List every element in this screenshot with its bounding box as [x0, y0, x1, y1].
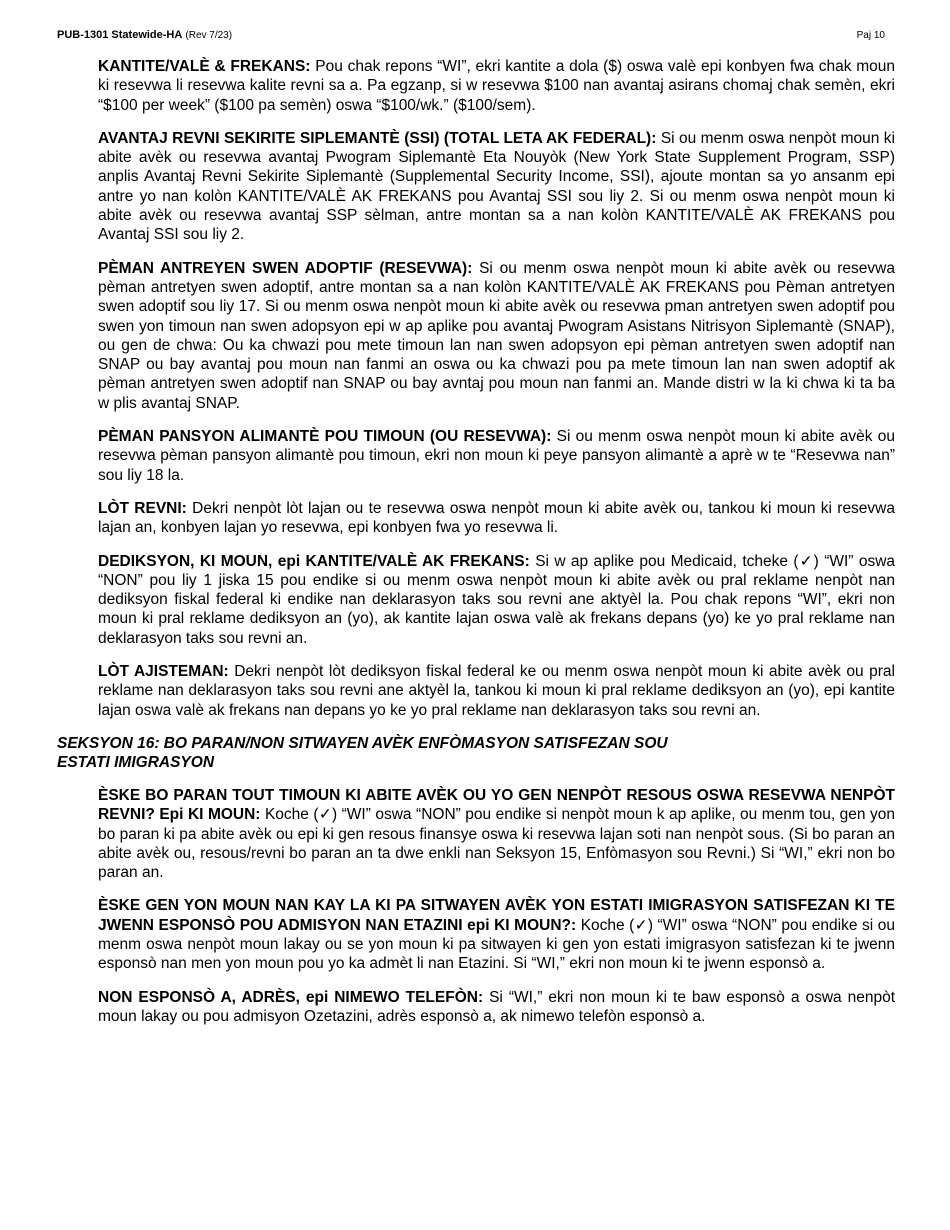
paragraph-heading: NON ESPONSÒ A, ADRÈS, epi NIMEWO TELEFÒN: [98, 988, 484, 1006]
paragraph-heading: AVANTAJ REVNI SEKIRITE SIPLEMANTÈ (SSI) (TOTAL LETA AK FEDERAL): [98, 129, 657, 147]
paragraph-ssi-benefits [98, 129, 895, 245]
paragraph-heading: ÈSKE BO PARAN TOUT TIMOUN KI ABITE AVÈK OU YO GEN NENPÒT RESOUS OSWA RESEVWA NENPÒT REVNI? Epi KI MOUN: [98, 786, 895, 824]
paragraph-heading: LÒT AJISTEMAN: [98, 663, 229, 681]
paragraph-text: Dekri nenpòt lòt dediksyon fiskal federal ke ou menm oswa nenpòt moun ki abite avèk ou pral reklame nan deklarasyon taks sou revni ane aktyèl la, tankou ki moun ki pral reklame dediksyon an (yo), epi kantite lajan oswa valè ak frekans nan depans yo ke yo pral reklame nan deklarasyon taks sou revni an. [98, 663, 895, 719]
paragraph-absent-parent [98, 786, 895, 882]
paragraph-text: Si w ap aplike pou Medicaid, tcheke (✓) “WI” oswa “NON” pou liy 1 jiska 15 pou endike si ou menm oswa nenpòt moun ki abite avèk ou pral reklame nenpòt nan dediksyon fiskal federal ki endike nan deklarasyon taks sou revni ane aktyèl la. Pou chak repons “WI”, ekri non moun ki pral reklame dediksyon an (yo), ak kantite lajan oswa valè ak frekans depans (yo) ke yo pral reklame nan deklarasyon taks sou revni an. [98, 552, 896, 647]
paragraph-other-income [98, 499, 895, 538]
document-code: PUB-1301 Statewide-HA [57, 29, 183, 41]
paragraph-sponsored-noncitizen [98, 896, 895, 973]
paragraph-text: Si ou menm oswa nenpòt moun ki abite avèk ou resevwa pèman antretyen swen adoptif, antre montan sa a nan kolòn KANTITE/VALÈ AK FREKANS pou Pèman antretyen swen adoptif sou liy 17. Si ou menm oswa nenpòt moun ki abite avèk ou resevwa pman antretyen swen adoptif pou swen yon timoun nan swen adopsyon epi w ap aplike pou avantaj Pwogram Asistans Nitrisyon Siplemantè (SNAP), ou gen de chwa: Ou ka chwazi pou mete timoun lan nan swen adopsyon epi pèman antretyen swen adoptif nan SNAP ou bay avantaj pou moun nan fanmi an oswa ou ka chwazi pou pa mete timoun lan nan swen adoptif ak pèman antretyen swen adoptif nan SNAP ou bay avntaj pou moun nan fanmi an. Mande distri w la ki chwa ki ta ba w plis avantaj SNAP. [98, 259, 895, 412]
paragraph-other-adjustments [98, 662, 895, 720]
paragraph-foster-care-payments [98, 259, 895, 413]
revision-label: (Rev 7/23) [185, 30, 233, 41]
paragraph-heading: KANTITE/VALÈ & FREKANS: [98, 58, 311, 75]
paragraph-text: Si ou menm oswa nenpòt moun ki abite avèk ou resevwa pèman pansyon alimantè pou timoun, ekri non moun ki peye pansyon alimantè a aprè w te “Resevwa nan” sou liy 18 la. [98, 428, 895, 484]
paragraph-amount-frequency [98, 57, 895, 115]
paragraph-text: Koche (✓) “WI” oswa “NON” pou endike si ou menm oswa nenpòt moun lakay ou se yon moun ki pa sitwayen ki gen yon estati imigrasyon satisfezan ki te jwenn esponsò nan men yon moun pou yo ka admèt li nan Etazini. Si “WI,” ekri non moun ki te jwenn esponsò a. [98, 916, 895, 973]
paragraph-heading: PÈMAN PANSYON ALIMANTÈ POU TIMOUN (OU RESEVWA): [98, 428, 552, 446]
paragraph-heading: ÈSKE GEN YON MOUN NAN KAY LA KI PA SITWAYEN AVÈK YON ESTATI IMIGRASYON SATISFEZAN KI TE JWENN ESPONSÒ POU ADMISYON NAN ETAZINI epi KI MOUN?: [98, 897, 895, 934]
paragraph-heading: PÈMAN ANTREYEN SWEN ADOPTIF (RESEVWA): [98, 259, 473, 277]
paragraph-text: Dekri nenpòt lòt lajan ou te resevwa oswa nenpòt moun ki abite avèk ou, tankou ki moun ki resevwa lajan an, konbyen lajan yo resevwa, epi konbyen fwa yo resevwa li. [98, 499, 895, 537]
page-number: Paj 10 [856, 30, 885, 41]
paragraph-text: Koche (✓) “WI” oswa “NON” pou endike si nenpòt moun k ap aplike, ou menm tou, gen yon bo paran ki pa abite avèk ou epi ki gen resous finansye oswa ki resevwa lajan soti nan nenpòt sous. (Si bo paran an abite avèk ou, resous/revni bo paran an ta dwe enkli nan Seksyon 15, Enfòmasyon sou Revni.) Si “WI,” ekri non bo paran an. [98, 806, 895, 882]
paragraph-deductions [98, 552, 895, 648]
paragraph-child-support [98, 427, 895, 485]
paragraph-heading: LÒT REVNI: [98, 499, 187, 517]
paragraph-sponsor-info [98, 988, 895, 1027]
paragraph-text: Pou chak repons “WI”, ekri kantite a dola ($) oswa valè epi konbyen fwa chak moun ki resevwa li resevwa kalite revni sa a. Pa egzanp, si w resevwa $100 nan avantaj asirans chomaj chak semèn, ekri “$100 per week” ($100 pa semèn) oswa “$100/wk.” ($100/sem). [98, 58, 895, 114]
section-16-title [57, 734, 777, 772]
page-content [0, 57, 950, 1040]
page-header [57, 29, 885, 42]
paragraph-text: Si ou menm oswa nenpòt moun ki abite avèk ou resevwa avantaj Pwogram Siplemantè Eta Nouyòk (New York State Supplement Program, SSP) anplis Avantaj Revni Sekirite Siplemantè (Supplemental Security Income, SSI), ajoute montan sa yo ansanm epi antre yo nan kolòn KANTITE/VALÈ AK FREKANS pou Avantaj SSI sou liy 2. Si ou menm oswa nenpòt moun ki abite avèk ou resevwa avantaj SSP sèlman, antre montan sa a nan kolòn KANTITE/VALÈ AK FREKANS pou Avantaj SSI sou liy 2. [98, 129, 896, 244]
section-title-line: SEKSYON 16: BO PARAN/NON SITWAYEN AVÈK ENFÒMASYON SATISFEZAN SOU [57, 734, 668, 752]
paragraph-text: Si “WI,” ekri non moun ki te baw esponsò a oswa nenpòt moun lakay ou pou admisyon Ozetazini, adrès esponsò a, ak nimewo telefòn esponsò a. [98, 988, 895, 1025]
paragraph-heading: DEDIKSYON, KI MOUN, epi KANTITE/VALÈ AK FREKANS: [98, 552, 530, 570]
section-title-line: ESTATI IMIGRASYON [57, 753, 215, 771]
